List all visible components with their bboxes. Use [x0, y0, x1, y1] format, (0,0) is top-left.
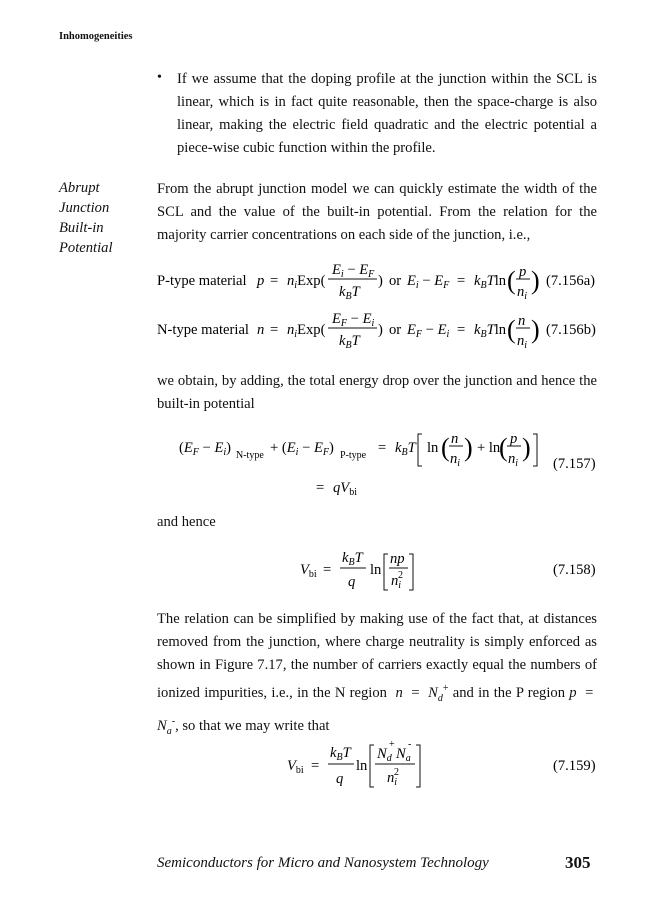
svg-text:ni: $n_i$ — [391, 573, 402, 591]
svg-text:ni: $n_i$ — [508, 451, 519, 469]
svg-text:(EF − Ei): $(E_F - E_i)$ — [179, 440, 232, 458]
paragraph-abrupt-junction: From the abrupt junction model we can quickly estimate the width of the SCL and the value of the built-in potential. From the relation for the majority carrier concentrations on each side of the junction, i.e., — [157, 181, 597, 243]
svg-text:): ) — [531, 266, 540, 295]
margin-note-line: Junction — [59, 200, 110, 216]
paragraph-and-hence: and hence — [157, 514, 216, 530]
paragraph-energy-drop: we obtain, by adding, the total energy drop over the junction and hence the built-in potential — [157, 373, 597, 412]
svg-text:=: = — [311, 758, 320, 774]
inline-eq-p-region: $p = N_a^-$ — [157, 684, 598, 737]
svg-text:kBT: $k_BT$ — [395, 440, 416, 458]
svg-text:ni: $n_i$ — [450, 451, 461, 469]
svg-text:=: = — [270, 273, 279, 289]
svg-text:): ) — [522, 433, 531, 462]
svg-text:Nd: $N_d$ — [377, 746, 392, 764]
svg-text:kBT: $k_BT$ — [330, 745, 351, 763]
svg-text:-: - — [408, 739, 412, 750]
svg-text:): ) — [378, 322, 383, 338]
svg-text:(: ( — [507, 315, 516, 344]
svg-text:ln: ln — [356, 758, 368, 774]
eq-159-number: (7.159) — [553, 758, 596, 774]
eq-158-number: (7.158) — [553, 562, 596, 578]
eq-156b-number: (7.156b) — [546, 322, 596, 338]
page-number: 305 — [565, 853, 591, 872]
svg-text:): ) — [378, 273, 383, 289]
margin-note-line: Built-in — [59, 220, 104, 236]
svg-text:(: ( — [441, 433, 450, 462]
svg-text:n: n — [451, 431, 459, 447]
svg-text:np: np — [390, 551, 405, 567]
svg-text:ln: ln — [370, 562, 382, 578]
svg-text:=: = — [457, 322, 466, 338]
bullet-paragraph: If we assume that the doping profile at the junction within the SCL is linear, which is in fact quite reasonable, then the space-charge is also linear, making the electric field quadratic and the electric potential a piece-wise cubic function within the profile. — [177, 71, 597, 156]
eq-156a-label: P-type material — [157, 273, 247, 289]
paragraph-part-b: and in the P region — [452, 684, 565, 701]
footer-book-title: Semiconductors for Micro and Nanosystem Technology — [157, 855, 489, 871]
svg-text:EF − Ei: $E_F - E_i$ — [332, 311, 375, 329]
margin-note-line: Abrupt — [59, 180, 100, 196]
svg-text:p: p — [257, 273, 265, 289]
eq-157-sub-ntype: N-type — [236, 450, 264, 461]
svg-text:Vbi: $V_{bi}$ — [287, 758, 304, 776]
svg-text:ni: $n_i$ — [517, 333, 528, 351]
svg-text:qVbi: $qV_{bi}$ — [333, 480, 357, 498]
running-head: Inhomogeneities — [59, 31, 133, 42]
svg-text:kBT: $k_BT$ — [342, 550, 363, 568]
svg-text:ni: $n_i$ — [387, 770, 398, 788]
svg-text:+ ln: + ln — [477, 440, 501, 456]
svg-text:Vbi: $V_{bi}$ — [300, 562, 317, 580]
eq-156a-number: (7.156a) — [546, 273, 596, 289]
svg-text:2: 2 — [398, 570, 403, 581]
svg-text:n: n — [257, 322, 265, 338]
inline-eq-n-region: $n = N_d^+$ — [391, 683, 449, 704]
svg-text:ln: ln — [427, 440, 439, 456]
svg-text:): ) — [531, 315, 540, 344]
svg-text:): ) — [464, 433, 473, 462]
svg-text:2: 2 — [394, 767, 399, 778]
svg-text:=: = — [323, 562, 332, 578]
svg-text:ni: $n_i$ — [517, 284, 528, 302]
svg-text:Ei − EF: $E_i - E_F$ — [407, 273, 450, 291]
svg-text:n: n — [518, 313, 526, 329]
paragraph-part-a: The relation can be simplified by making use of the fact that, at distances removed from the junction, where charge neutrality is simply enforced as shown in Figure 7.17, the number of carriers exactly equal the numbers of ionized impurities, i.e., in the N region — [157, 611, 597, 701]
svg-text:Na: $N_a$ — [396, 746, 411, 764]
bullet-symbol: • — [157, 70, 162, 85]
svg-text:q: q — [336, 771, 344, 787]
svg-text:niExp(: $n_iExp$( — [287, 322, 326, 340]
svg-text:=: = — [316, 480, 325, 496]
svg-text:(: ( — [499, 433, 508, 462]
eq-157-sub-ptype: P-type — [340, 450, 367, 461]
svg-text:=: = — [270, 322, 279, 338]
eq-156b-label: N-type material — [157, 322, 249, 338]
svg-text:EF − Ei: $E_F - E_i$ — [407, 322, 450, 340]
svg-text:=: = — [457, 273, 466, 289]
svg-text:q: q — [348, 574, 356, 590]
margin-note-line: Potential — [59, 240, 113, 256]
svg-text:p: p — [510, 431, 518, 447]
svg-text:p: p — [519, 264, 527, 280]
eq-156a-or: or — [389, 273, 402, 289]
svg-text:Ei − EF: $E_i - E_F$ — [332, 262, 375, 280]
svg-text:niExp(: $n_iExp$( — [287, 273, 326, 291]
svg-text:kBTln: $k_BTln$ — [474, 273, 507, 291]
svg-text:+: + — [389, 739, 395, 750]
svg-text:=: = — [378, 440, 387, 456]
eq-157-number: (7.157) — [553, 456, 596, 472]
paragraph-part-c: , so that we may write that — [175, 717, 330, 734]
svg-text:(: ( — [507, 266, 516, 295]
svg-text:kBT: $k_BT$ — [339, 333, 360, 351]
svg-text:+ (Ei − EF): + $(E_i - E_F)$ — [270, 440, 334, 458]
svg-text:kBT: $k_BT$ — [339, 284, 360, 302]
svg-text:kBTln: $k_BTln$ — [474, 322, 507, 340]
eq-156b-or: or — [389, 322, 402, 338]
